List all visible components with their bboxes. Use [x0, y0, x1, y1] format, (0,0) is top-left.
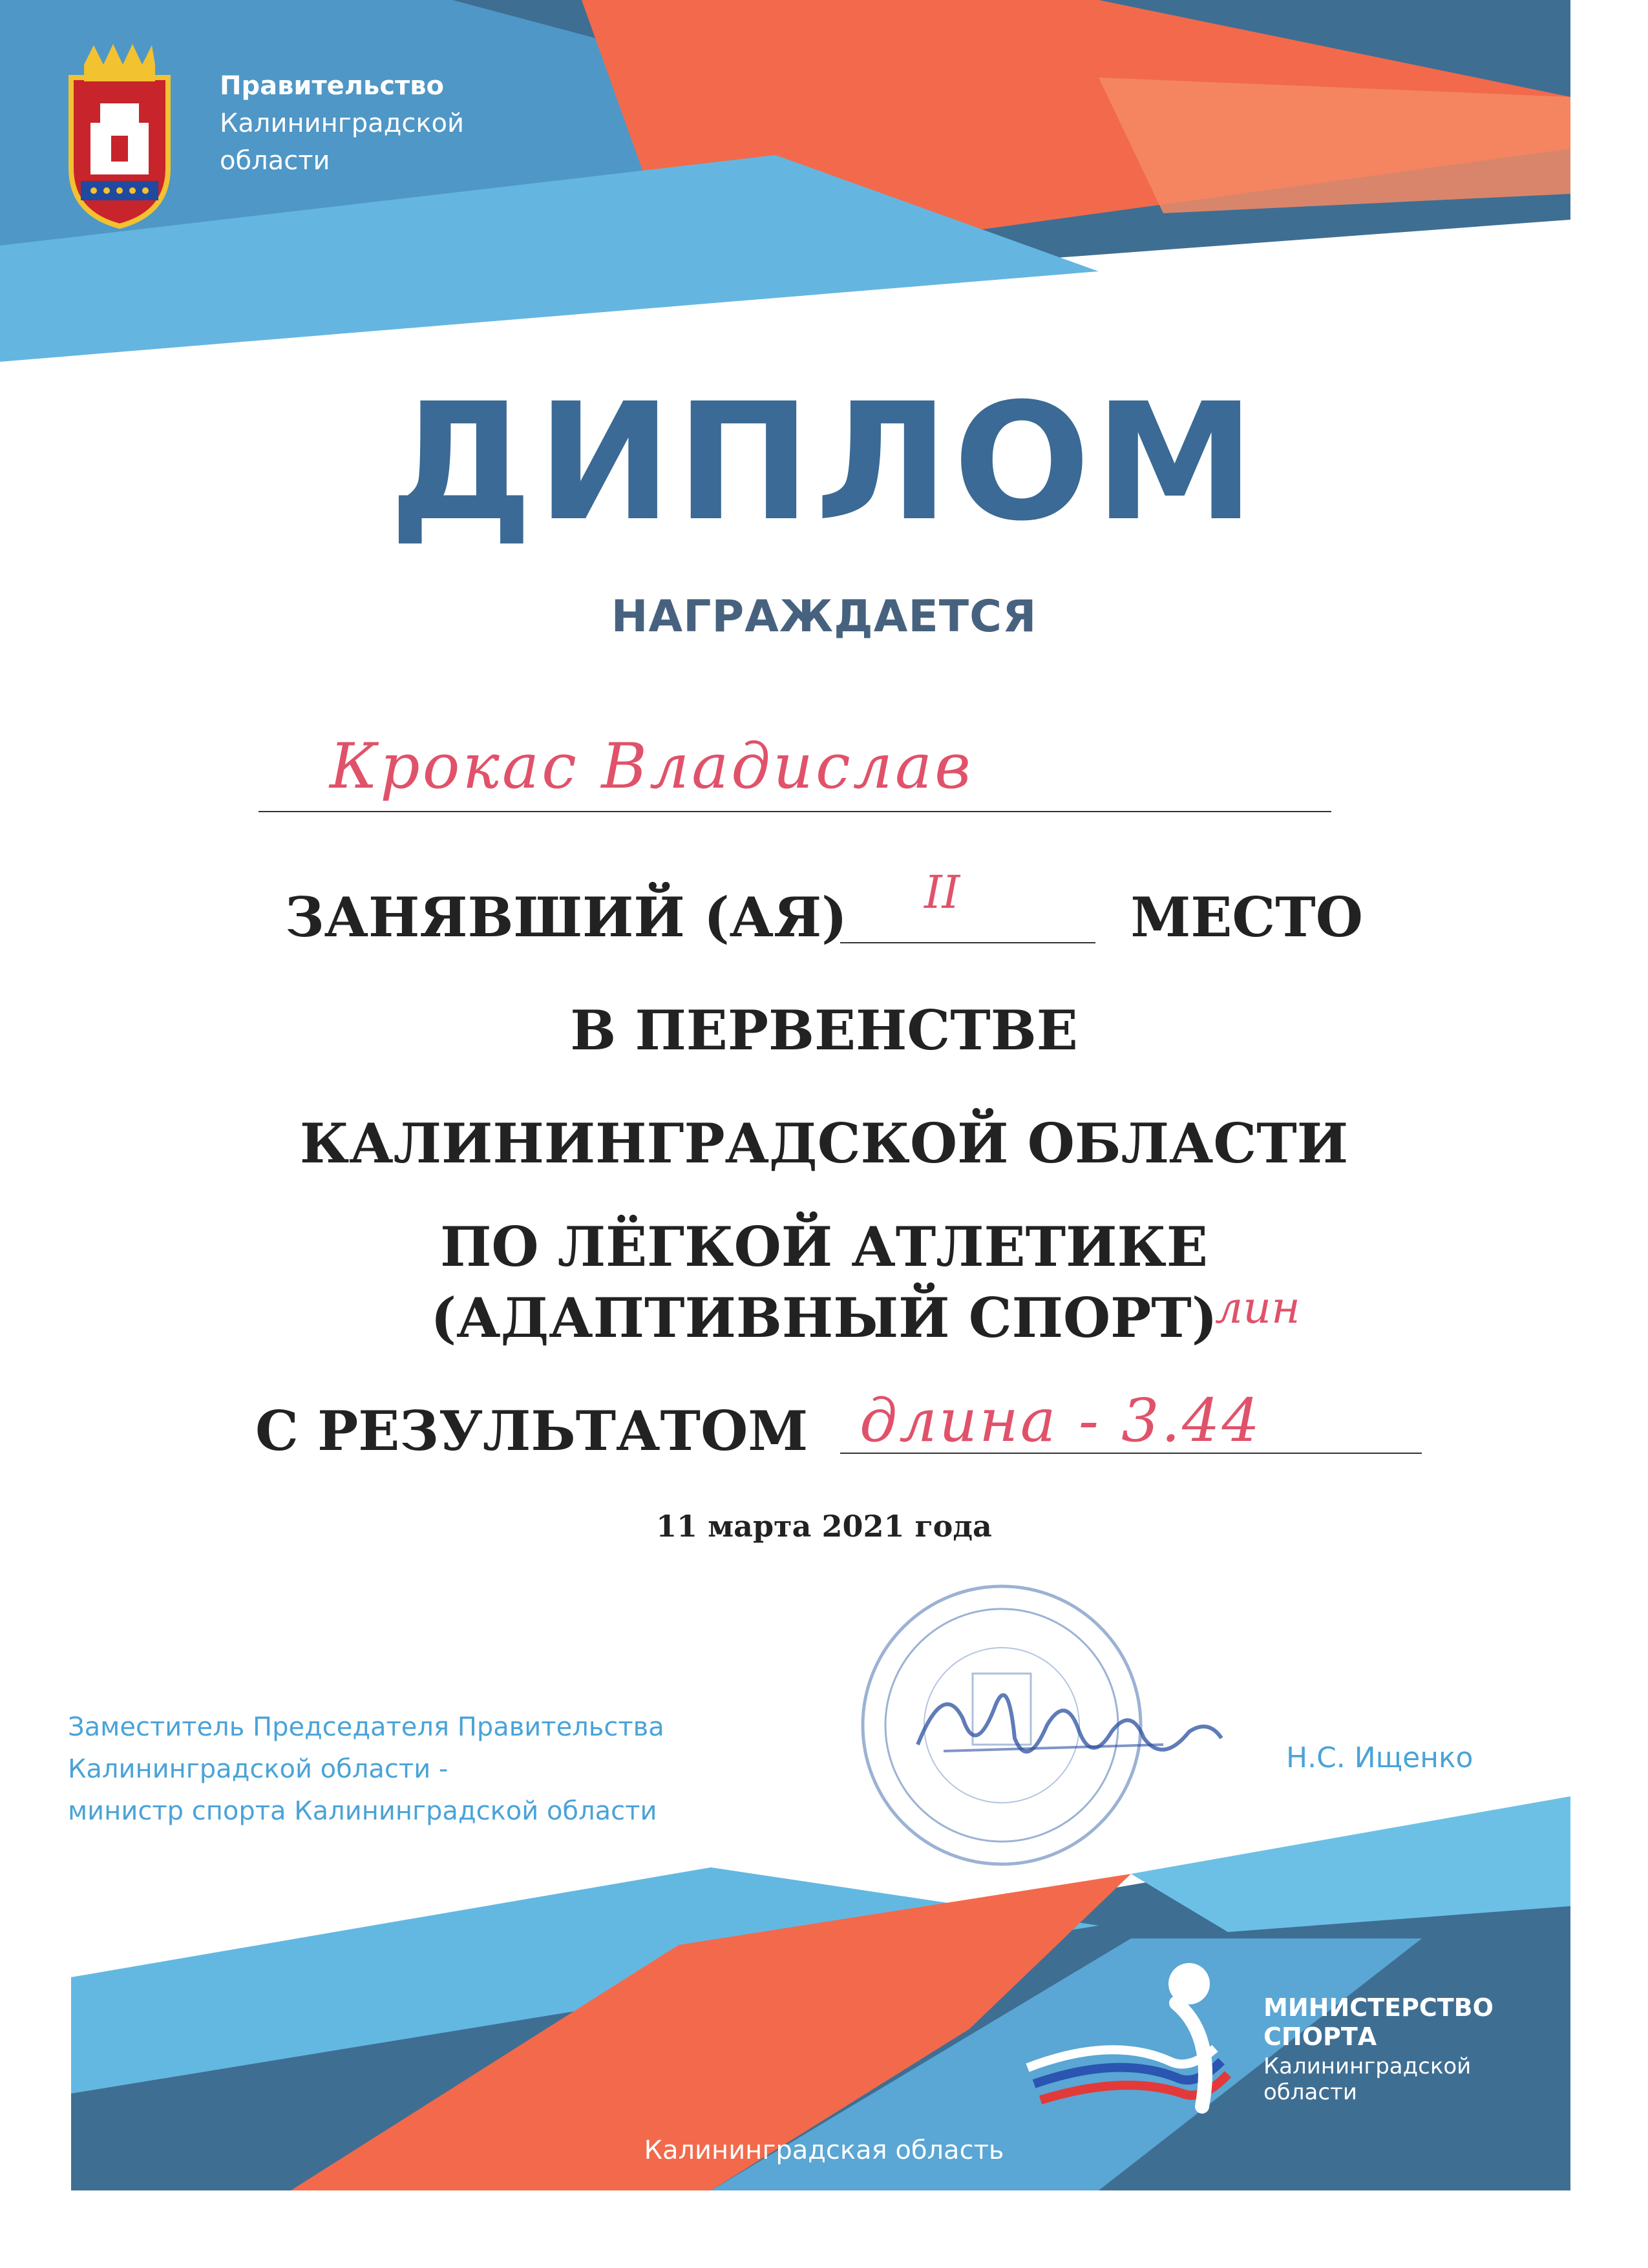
sport-line: ПО ЛЁГКОЙ АТЛЕТИКЕ [440, 1215, 1208, 1279]
footer-region: Калининградская область [644, 2136, 1004, 2165]
name-underline [259, 811, 1331, 812]
handwritten-category: лин [1215, 1283, 1300, 1334]
handwritten-name: Крокас Владислав [330, 730, 973, 803]
government-title: Правительство [220, 71, 445, 101]
handwritten-place: II [924, 866, 960, 919]
region-line: КАЛИНИНГРАДСКОЙ ОБЛАСТИ [299, 1111, 1349, 1175]
result-underline [840, 1453, 1422, 1454]
place-prefix: ЗАНЯВШИЙ (АЯ) [285, 885, 847, 949]
signer-position-line1: Заместитель Председателя Правительства [68, 1712, 664, 1742]
ministry-sport-logo-icon [1021, 1958, 1260, 2119]
sport-category-line: (АДАПТИВНЫЙ СПОРТ) [430, 1286, 1218, 1350]
government-subtitle-line1: Калининградской [220, 109, 464, 138]
ministry-title-line2: СПОРТА [1263, 2022, 1377, 2051]
government-subtitle-line2: области [220, 146, 330, 176]
ministry-title-line4: области [1263, 2079, 1357, 2105]
ministry-title-line3: Калининградской [1263, 2053, 1472, 2079]
signer-name: Н.С. Ищенко [1286, 1741, 1474, 1774]
result-label: С РЕЗУЛЬТАТОМ [255, 1399, 808, 1463]
coat-of-arms-icon [45, 39, 194, 233]
awarded-label: НАГРАЖДАЕТСЯ [611, 591, 1037, 642]
championship-line: В ПЕРВЕНСТВЕ [570, 998, 1078, 1062]
place-underline [840, 942, 1095, 943]
ministry-title-line1: МИНИСТЕРСТВО [1263, 1993, 1494, 2022]
diploma-title: ДИПЛОМ [388, 368, 1260, 556]
handwritten-result: длина - 3.44 [860, 1386, 1262, 1455]
signer-position-line3: министр спорта Калининградской области [68, 1796, 657, 1826]
signature-scribble-icon [905, 1667, 1228, 1783]
place-suffix: МЕСТО [1130, 885, 1363, 949]
award-date: 11 марта 2021 года [656, 1509, 992, 1544]
place-line [0, 885, 1648, 949]
signer-position-line2: Калининградской области - [68, 1754, 449, 1784]
top-band-orange-light [1099, 78, 1570, 213]
